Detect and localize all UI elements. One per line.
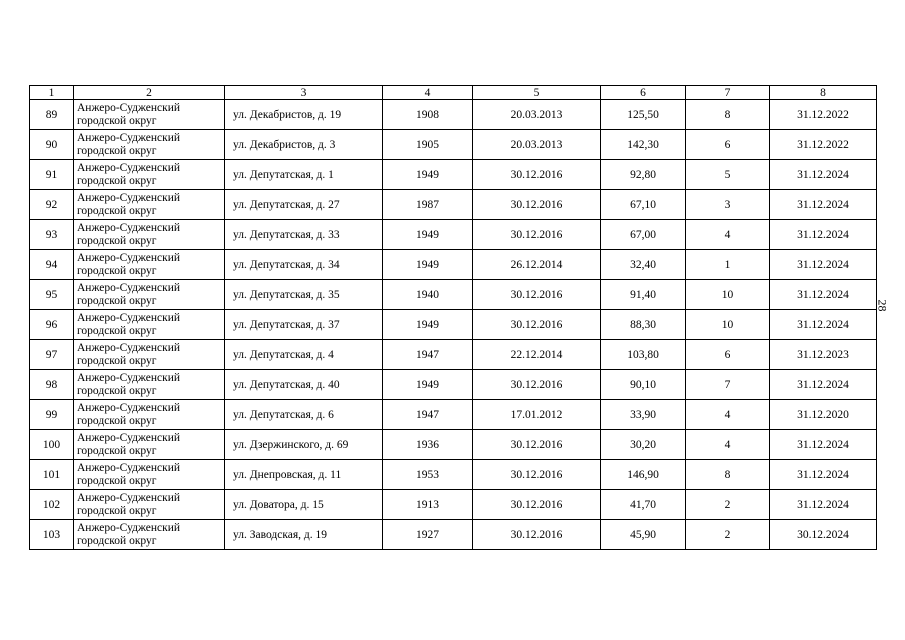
cell-year-built: 1905 [383, 130, 473, 160]
cell-year-built: 1987 [383, 190, 473, 220]
cell-year-built: 1936 [383, 430, 473, 460]
cell-deadline: 31.12.2022 [770, 130, 877, 160]
cell-year-built: 1953 [383, 460, 473, 490]
cell-residents: 5 [686, 160, 770, 190]
cell-address: ул. Дзержинского, д. 69 [225, 430, 383, 460]
cell-date: 30.12.2016 [473, 490, 601, 520]
table-row [30, 370, 877, 400]
cell-area: 32,40 [601, 250, 686, 280]
cell-municipality: Анжеро-Судженский городской округ [74, 220, 225, 250]
cell-deadline: 31.12.2024 [770, 280, 877, 310]
cell-municipality: Анжеро-Судженский городской округ [74, 100, 225, 130]
cell-number: 93 [30, 220, 74, 250]
cell-deadline: 31.12.2024 [770, 460, 877, 490]
cell-number: 101 [30, 460, 74, 490]
cell-number: 103 [30, 520, 74, 550]
cell-date: 30.12.2016 [473, 220, 601, 250]
cell-area: 92,80 [601, 160, 686, 190]
cell-address: ул. Заводская, д. 19 [225, 520, 383, 550]
cell-number: 98 [30, 370, 74, 400]
table-row [30, 460, 877, 490]
cell-municipality: Анжеро-Судженский городской округ [74, 280, 225, 310]
cell-date: 30.12.2016 [473, 370, 601, 400]
cell-area: 90,10 [601, 370, 686, 400]
cell-area: 91,40 [601, 280, 686, 310]
cell-address: ул. Доватора, д. 15 [225, 490, 383, 520]
page-number: 28 [875, 299, 890, 312]
cell-number: 94 [30, 250, 74, 280]
cell-residents: 8 [686, 100, 770, 130]
cell-year-built: 1949 [383, 160, 473, 190]
table-row [30, 250, 877, 280]
cell-residents: 6 [686, 340, 770, 370]
column-header-number: 1 [30, 86, 74, 100]
cell-deadline: 30.12.2024 [770, 520, 877, 550]
cell-address: ул. Декабристов, д. 19 [225, 100, 383, 130]
cell-number: 91 [30, 160, 74, 190]
cell-date: 20.03.2013 [473, 130, 601, 160]
cell-address: ул. Депутатская, д. 1 [225, 160, 383, 190]
cell-address: ул. Депутатская, д. 27 [225, 190, 383, 220]
cell-deadline: 31.12.2024 [770, 190, 877, 220]
cell-date: 30.12.2016 [473, 430, 601, 460]
cell-address: ул. Депутатская, д. 6 [225, 400, 383, 430]
cell-residents: 3 [686, 190, 770, 220]
cell-date: 20.03.2013 [473, 100, 601, 130]
cell-area: 146,90 [601, 460, 686, 490]
cell-deadline: 31.12.2024 [770, 310, 877, 340]
cell-address: ул. Депутатская, д. 33 [225, 220, 383, 250]
cell-area: 33,90 [601, 400, 686, 430]
cell-municipality: Анжеро-Судженский городской округ [74, 160, 225, 190]
cell-number: 102 [30, 490, 74, 520]
cell-year-built: 1908 [383, 100, 473, 130]
table-row [30, 280, 877, 310]
cell-year-built: 1949 [383, 220, 473, 250]
table-row [30, 430, 877, 460]
cell-year-built: 1949 [383, 250, 473, 280]
cell-number: 100 [30, 430, 74, 460]
table-row [30, 220, 877, 250]
cell-area: 103,80 [601, 340, 686, 370]
cell-address: ул. Депутатская, д. 34 [225, 250, 383, 280]
cell-date: 17.01.2012 [473, 400, 601, 430]
cell-year-built: 1927 [383, 520, 473, 550]
cell-year-built: 1949 [383, 310, 473, 340]
cell-number: 95 [30, 280, 74, 310]
cell-date: 26.12.2014 [473, 250, 601, 280]
table-row [30, 310, 877, 340]
cell-date: 30.12.2016 [473, 190, 601, 220]
cell-residents: 2 [686, 520, 770, 550]
cell-deadline: 31.12.2020 [770, 400, 877, 430]
cell-address: ул. Депутатская, д. 40 [225, 370, 383, 400]
cell-residents: 7 [686, 370, 770, 400]
table-row [30, 160, 877, 190]
table-body [30, 100, 877, 550]
cell-year-built: 1947 [383, 400, 473, 430]
cell-residents: 8 [686, 460, 770, 490]
cell-residents: 4 [686, 400, 770, 430]
cell-municipality: Анжеро-Судженский городской округ [74, 490, 225, 520]
table-row [30, 490, 877, 520]
cell-area: 45,90 [601, 520, 686, 550]
cell-address: ул. Депутатская, д. 4 [225, 340, 383, 370]
cell-number: 97 [30, 340, 74, 370]
cell-deadline: 31.12.2024 [770, 370, 877, 400]
table-row [30, 100, 877, 130]
housing-register-table [29, 85, 877, 550]
cell-address: ул. Декабристов, д. 3 [225, 130, 383, 160]
cell-year-built: 1947 [383, 340, 473, 370]
cell-area: 41,70 [601, 490, 686, 520]
cell-address: ул. Депутатская, д. 37 [225, 310, 383, 340]
cell-number: 99 [30, 400, 74, 430]
cell-residents: 2 [686, 490, 770, 520]
column-header-address: 3 [225, 86, 383, 100]
cell-municipality: Анжеро-Судженский городской округ [74, 370, 225, 400]
cell-number: 96 [30, 310, 74, 340]
cell-residents: 1 [686, 250, 770, 280]
table-row [30, 400, 877, 430]
cell-date: 30.12.2016 [473, 160, 601, 190]
cell-residents: 10 [686, 310, 770, 340]
cell-municipality: Анжеро-Судженский городской округ [74, 340, 225, 370]
cell-number: 92 [30, 190, 74, 220]
cell-area: 30,20 [601, 430, 686, 460]
table-row [30, 520, 877, 550]
cell-municipality: Анжеро-Судженский городской округ [74, 250, 225, 280]
column-header-deadline: 8 [770, 86, 877, 100]
cell-deadline: 31.12.2023 [770, 340, 877, 370]
cell-residents: 10 [686, 280, 770, 310]
cell-deadline: 31.12.2024 [770, 490, 877, 520]
cell-deadline: 31.12.2024 [770, 250, 877, 280]
cell-date: 30.12.2016 [473, 460, 601, 490]
cell-residents: 4 [686, 430, 770, 460]
cell-municipality: Анжеро-Судженский городской округ [74, 310, 225, 340]
column-header-residents: 7 [686, 86, 770, 100]
cell-year-built: 1940 [383, 280, 473, 310]
cell-deadline: 31.12.2024 [770, 220, 877, 250]
cell-area: 88,30 [601, 310, 686, 340]
table-row [30, 340, 877, 370]
column-header-municipality: 2 [74, 86, 225, 100]
cell-deadline: 31.12.2024 [770, 430, 877, 460]
cell-residents: 6 [686, 130, 770, 160]
cell-area: 125,50 [601, 100, 686, 130]
cell-municipality: Анжеро-Судженский городской округ [74, 400, 225, 430]
cell-area: 142,30 [601, 130, 686, 160]
cell-address: ул. Днепровская, д. 11 [225, 460, 383, 490]
cell-area: 67,10 [601, 190, 686, 220]
table-header-row [30, 86, 877, 100]
cell-deadline: 31.12.2022 [770, 100, 877, 130]
cell-deadline: 31.12.2024 [770, 160, 877, 190]
cell-area: 67,00 [601, 220, 686, 250]
column-header-date: 5 [473, 86, 601, 100]
cell-year-built: 1949 [383, 370, 473, 400]
cell-number: 89 [30, 100, 74, 130]
cell-municipality: Анжеро-Судженский городской округ [74, 430, 225, 460]
cell-municipality: Анжеро-Судженский городской округ [74, 190, 225, 220]
cell-residents: 4 [686, 220, 770, 250]
cell-date: 22.12.2014 [473, 340, 601, 370]
table-row [30, 130, 877, 160]
cell-date: 30.12.2016 [473, 280, 601, 310]
cell-year-built: 1913 [383, 490, 473, 520]
cell-address: ул. Депутатская, д. 35 [225, 280, 383, 310]
cell-date: 30.12.2016 [473, 520, 601, 550]
cell-municipality: Анжеро-Судженский городской округ [74, 520, 225, 550]
cell-date: 30.12.2016 [473, 310, 601, 340]
table-row [30, 190, 877, 220]
column-header-year-built: 4 [383, 86, 473, 100]
column-header-area: 6 [601, 86, 686, 100]
cell-municipality: Анжеро-Судженский городской округ [74, 130, 225, 160]
cell-number: 90 [30, 130, 74, 160]
cell-municipality: Анжеро-Судженский городской округ [74, 460, 225, 490]
